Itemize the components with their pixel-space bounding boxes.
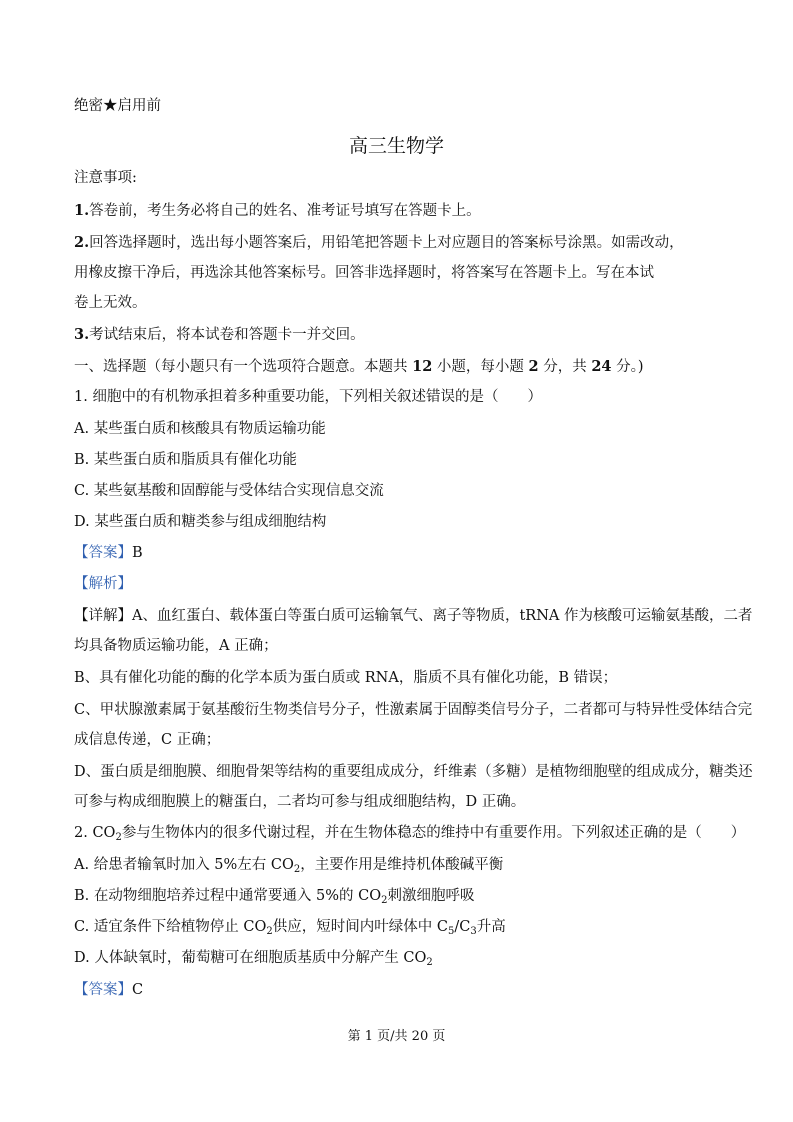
notice-item-cont: 卷上无效。: [74, 295, 147, 311]
page-title: 高三生物学: [348, 135, 444, 157]
analysis-tag: 【解析】: [74, 576, 132, 592]
option: B. 某些蛋白质和脂质具有催化功能: [74, 452, 297, 468]
detail-line: D、蛋白质是细胞膜、细胞骨架等结构的重要组成成分，纤维素（多糖）是植物细胞壁的组成成分，糖类还: [74, 764, 753, 780]
detail-line: 均具备物质运输功能，A 正确；: [74, 638, 278, 654]
option: D. 某些蛋白质和糖类参与组成细胞结构: [74, 514, 327, 530]
detail-line: 成信息传递，C 正确；: [74, 732, 221, 748]
notice-heading: 注意事项:: [74, 170, 137, 186]
option: B. 在动物细胞培养过程中通常要通入 5%的 $CO_2$刺激细胞呼吸: [74, 888, 475, 906]
option: C. 某些氨基酸和固醇能与受体结合实现信息交流: [74, 483, 384, 499]
question-stem: 1. 细胞中的有机物承担着多种重要功能，下列相关叙述错误的是（ ）: [74, 389, 542, 405]
notice-item-cont: 用橡皮擦干净后，再选涂其他答案标号。回答非选择题时，将答案写在答题卡上。写在本试: [74, 265, 654, 281]
question-stem: 2. $CO_2$参与生物体内的很多代谢过程，并在生物体稳态的维持中有重要作用。下列叙述正确的是（ ）: [74, 825, 746, 843]
section-heading: 一、选择题（每小题只有一个选项符合题意。本题共 12 小题，每小题 2 分，共 24 分。): [74, 358, 644, 375]
answer-line: 【答案】C: [74, 982, 144, 998]
notice-item: 2.回答选择题时，选出每小题答案后，用铅笔把答题卡上对应题目的答案标号涂黑。如需改动，: [74, 234, 684, 251]
detail-line: B、具有催化功能的酶的化学本质为蛋白质或 RNA，脂质不具有催化功能，B 错误；: [74, 670, 618, 686]
notice-item: 3.考试结束后，将本试卷和答题卡一并交回。: [74, 326, 365, 343]
notice-item: 1.答卷前，考生务必将自己的姓名、准考证号填写在答题卡上。: [74, 202, 481, 219]
option: C. 适宜条件下给植物停止 $CO_2$供应，短时间内叶绿体中 $C_5/C_3$升高: [74, 919, 506, 937]
page-footer: 第 1 页/共 20 页: [347, 1029, 446, 1044]
answer-line: 【答案】B: [74, 545, 143, 561]
detail-line: 可参与构成细胞膜上的糖蛋白，二者均可参与组成细胞结构，D 正确。: [74, 794, 526, 810]
detail-line: 【详解】A、血红蛋白、载体蛋白等蛋白质可运输氧气、离子等物质，tRNA 作为核酸可运输氨基酸，二者: [74, 608, 753, 624]
confidential-mark: 绝密★启用前: [74, 98, 161, 114]
option: A. 某些蛋白质和核酸具有物质运输功能: [74, 421, 326, 437]
option: A. 给患者输氧时加入 5%左右 $CO_2$，主要作用是维持机体酸碱平衡: [74, 857, 504, 875]
detail-line: C、甲状腺激素属于氨基酸衍生物类信号分子，性激素属于固醇类信号分子，二者都可与特异性受体结合完: [74, 702, 753, 718]
option: D. 人体缺氧时，葡萄糖可在细胞质基质中分解产生 $CO_2$: [74, 950, 433, 968]
